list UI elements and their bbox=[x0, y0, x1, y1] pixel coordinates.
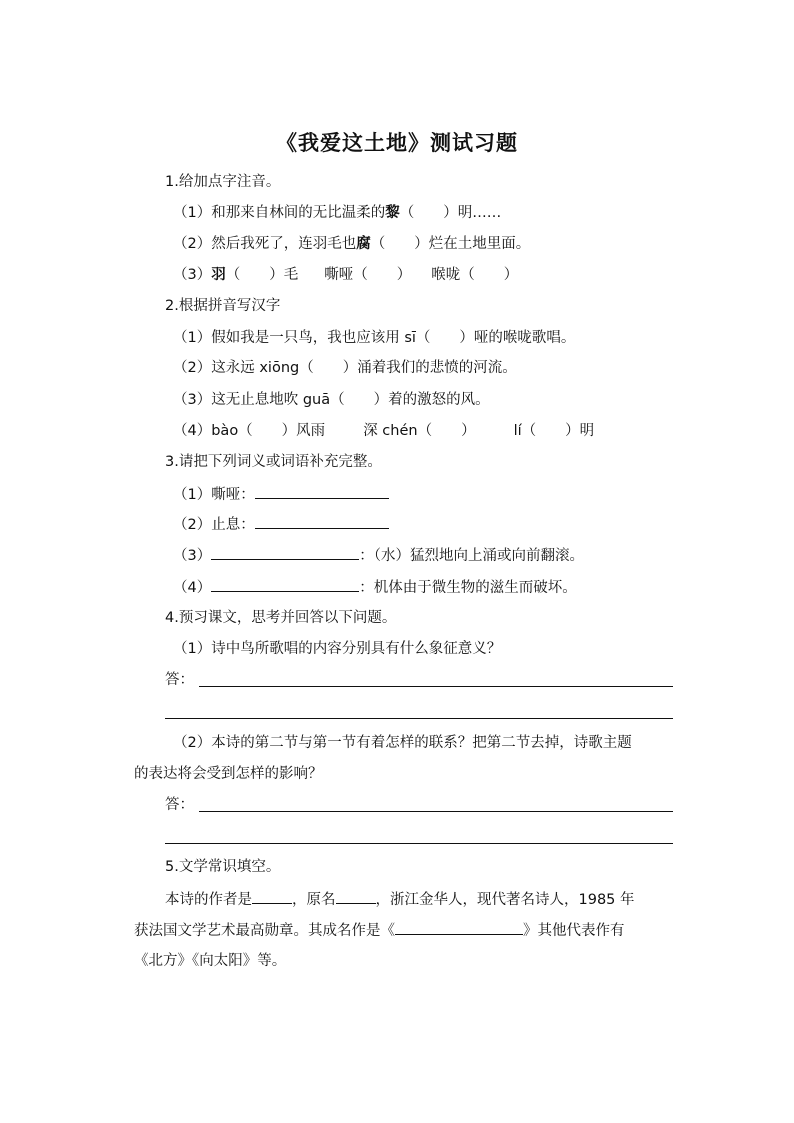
q1-item-2-post: （ ）烂在土地里面。 bbox=[370, 236, 531, 252]
q1-item-3-paren-2: （ ） bbox=[353, 267, 412, 283]
q3-item-3-definition: ：（水）猛烈地向上涌或向前翻滚。 bbox=[359, 548, 584, 564]
q1-item-3 bbox=[173, 265, 518, 285]
q3-item-2-label: （2）止息： bbox=[173, 517, 255, 533]
q5-line-1 bbox=[165, 889, 635, 910]
q5-line-3: 《北方》《向太阳》等。 bbox=[134, 953, 287, 969]
q5-line-1-part-2: ，原名 bbox=[292, 892, 336, 908]
q1-heading: 1.给加点字注音。 bbox=[165, 174, 281, 190]
q4-item-1: （1）诗中鸟所歌唱的内容分别具有什么象征意义？ bbox=[173, 641, 502, 657]
q3-item-2-blank[interactable] bbox=[255, 514, 389, 529]
q3-item-1-label: （1）嘶哑： bbox=[173, 487, 255, 503]
q5-heading: 5.文学常识填空。 bbox=[165, 859, 281, 875]
q1-item-2 bbox=[173, 234, 530, 254]
q2-heading: 2.根据拼音写汉字 bbox=[165, 298, 281, 314]
q3-item-3-label: （3） bbox=[173, 548, 212, 564]
q4-item-2-line-2: 的表达将会受到怎样的影响？ bbox=[134, 766, 323, 782]
q1-item-1-pre: （1）和那来自林间的无比温柔的 bbox=[173, 205, 386, 221]
q5-line-1-part-1: 本诗的作者是 bbox=[165, 892, 252, 908]
q3-item-4-definition: ：机体由于微生物的滋生而破坏。 bbox=[359, 580, 577, 596]
q1-item-3-paren-3: （ ） bbox=[460, 267, 519, 283]
q4-item-1-answer-label: 答： bbox=[165, 672, 194, 688]
q1-item-2-char: 腐 bbox=[356, 236, 371, 252]
q2-item-4-part-2: 深 chén（ ） bbox=[363, 423, 476, 439]
q5-line-2 bbox=[134, 920, 625, 941]
q1-item-3-char-1: 羽 bbox=[211, 267, 226, 283]
q3-item-2 bbox=[173, 514, 389, 535]
q2-item-2: （2）这永远 xiōng（ ）涌着我们的悲愤的河流。 bbox=[173, 360, 517, 376]
q2-item-4 bbox=[173, 421, 594, 441]
q1-item-3-word-2: 嘶哑 bbox=[324, 267, 354, 283]
q4-item-2-answer-line-2[interactable] bbox=[165, 843, 673, 844]
q4-item-2-answer-line-1[interactable] bbox=[199, 811, 673, 812]
q2-item-4-part-1: （4）bào（ ）风雨 bbox=[173, 423, 326, 439]
q2-item-1: （1）假如我是一只鸟，我也应该用 sī（ ）哑的喉咙歌唱。 bbox=[173, 330, 576, 346]
q2-item-3: （3）这无止息地吹 guā（ ）着的激怒的风。 bbox=[173, 392, 490, 408]
q3-item-1 bbox=[173, 484, 389, 505]
q4-heading: 4.预习课文，思考并回答以下问题。 bbox=[165, 610, 397, 626]
q4-item-2-line-1: （2）本诗的第二节与第一节有着怎样的联系？把第二节去掉，诗歌主题 bbox=[173, 735, 632, 751]
q1-item-1-char: 黎 bbox=[385, 205, 400, 221]
q5-original-name-blank[interactable] bbox=[336, 889, 376, 904]
q2-item-4-part-3: lí（ ）明 bbox=[513, 423, 595, 439]
q5-line-2-part-1: 获法国文学艺术最高勋章。其成名作是《 bbox=[134, 923, 395, 939]
q5-line-2-part-2: 》其他代表作有 bbox=[523, 923, 625, 939]
q3-item-3-blank[interactable] bbox=[211, 545, 359, 560]
q3-item-4-blank[interactable] bbox=[211, 577, 359, 592]
q5-debut-work-blank[interactable] bbox=[395, 920, 523, 935]
q3-item-4 bbox=[173, 577, 577, 598]
q3-heading: 3.请把下列词义或词语补充完整。 bbox=[165, 454, 382, 470]
q4-item-1-answer-line-1[interactable] bbox=[199, 686, 673, 687]
q1-item-3-pre: （3） bbox=[173, 267, 212, 283]
q3-item-3 bbox=[173, 545, 584, 566]
q1-item-3-word-3: 喉咙 bbox=[431, 267, 461, 283]
q1-item-2-pre: （2）然后我死了，连羽毛也 bbox=[173, 236, 357, 252]
q3-item-4-label: （4） bbox=[173, 580, 212, 596]
q4-item-1-answer-line-2[interactable] bbox=[165, 718, 673, 719]
q5-line-1-part-3: ，浙江金华人，现代著名诗人，1985 年 bbox=[375, 892, 635, 908]
q5-author-blank[interactable] bbox=[252, 889, 292, 904]
page-title: 《我爱这土地》测试习题 bbox=[276, 130, 518, 155]
q1-item-1-post: （ ）明…… bbox=[399, 205, 502, 221]
q4-item-2-answer-label: 答： bbox=[165, 797, 194, 813]
q1-item-1 bbox=[173, 203, 501, 223]
q3-item-1-blank[interactable] bbox=[255, 484, 389, 499]
q1-item-3-paren-1: （ ）毛 bbox=[225, 267, 299, 283]
